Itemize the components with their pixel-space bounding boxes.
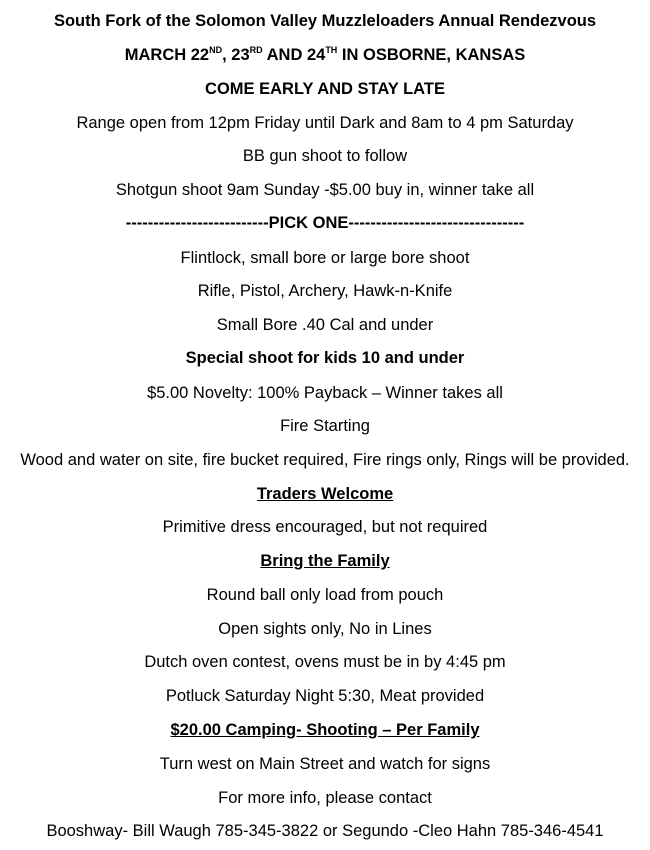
directions: Turn west on Main Street and watch for signs (159, 755, 491, 773)
dates-sup-th: TH (325, 45, 338, 55)
dates-sup-nd: ND (209, 45, 223, 55)
bb-gun-shoot: BB gun shoot to follow (242, 147, 408, 165)
dates-sup-rd: RD (249, 45, 263, 55)
dates-suffix: IN OSBORNE, KANSAS (337, 46, 526, 64)
dutch-oven-contest: Dutch oven contest, ovens must be in by 4:45 pm (144, 653, 506, 671)
wood-water-notice: Wood and water on site, fire bucket required, Fire rings only, Rings will be provided. (20, 451, 630, 469)
pick-one-divider: --------------------------PICK ONE-------------------------------- (125, 214, 525, 232)
bring-family: Bring the Family (260, 552, 390, 570)
potluck-notice: Potluck Saturday Night 5:30, Meat provided (165, 687, 485, 705)
dates-mid-2: AND 24 (262, 46, 326, 64)
dates-prefix: MARCH 22 (124, 46, 210, 64)
range-hours: Range open from 12pm Friday until Dark and 8am to 4 pm Saturday (76, 114, 574, 132)
small-bore-rule: Small Bore .40 Cal and under (216, 316, 434, 334)
dress-notice: Primitive dress encouraged, but not required (162, 518, 488, 536)
traders-welcome: Traders Welcome (256, 485, 394, 503)
tagline: COME EARLY AND STAY LATE (205, 80, 445, 98)
dates-mid-1: , 23 (222, 46, 250, 64)
shoot-categories: Rifle, Pistol, Archery, Hawk-n-Knife (197, 282, 453, 300)
more-info: For more info, please contact (218, 789, 432, 807)
event-title: South Fork of the Solomon Valley Muzzleloaders Annual Rendezvous (53, 12, 597, 30)
contacts: Booshway- Bill Waugh 785-345-3822 or Segundo -Cleo Hahn 785-346-4541 (46, 822, 604, 840)
event-dates (0, 45, 650, 65)
open-sights-rule: Open sights only, No in Lines (218, 620, 432, 638)
camping-fee: $20.00 Camping- Shooting – Per Family (170, 721, 480, 739)
novelty-shoot: $5.00 Novelty: 100% Payback – Winner takes all (147, 384, 503, 402)
shotgun-shoot: Shotgun shoot 9am Sunday -$5.00 buy in, winner take all (115, 181, 535, 199)
round-ball-rule: Round ball only load from pouch (206, 586, 444, 604)
fire-starting: Fire Starting (280, 417, 370, 435)
kids-shoot: Special shoot for kids 10 and under (185, 349, 465, 367)
flintlock-shoot: Flintlock, small bore or large bore shoot (180, 249, 470, 267)
